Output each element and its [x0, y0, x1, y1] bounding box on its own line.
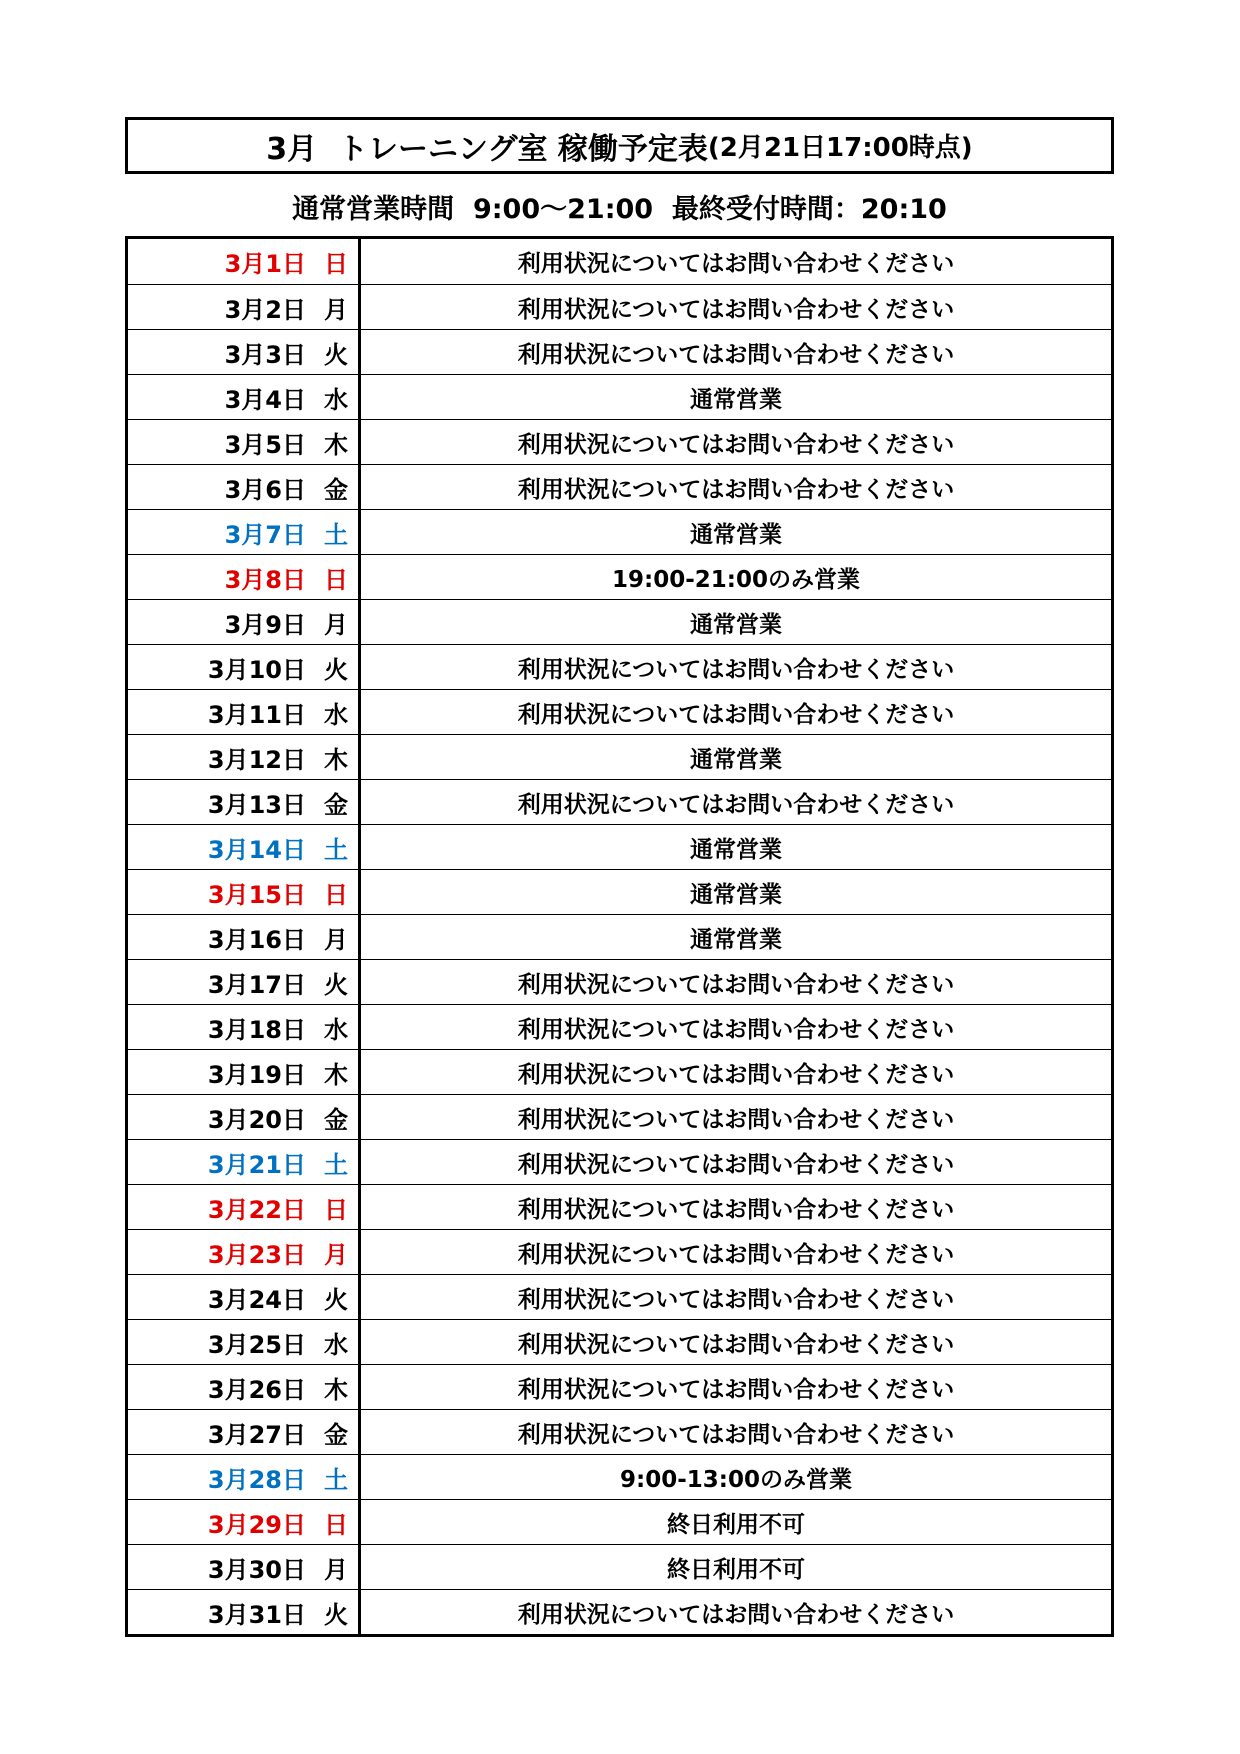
- page-title: [125, 117, 1114, 174]
- status-cell: 19:00-21:00のみ営業: [612, 566, 860, 593]
- table-row: [128, 464, 1111, 509]
- table-row: [128, 419, 1111, 464]
- weekday-label: 木: [324, 1060, 348, 1089]
- date-label: 3月20日: [207, 1105, 306, 1134]
- date-cell: [128, 645, 361, 689]
- date-label: 3月10日: [207, 655, 306, 684]
- weekday-label: 金: [324, 1420, 348, 1449]
- date-label: 3月11日: [207, 700, 306, 729]
- status-cell: 利用状況についてはお問い合わせください: [517, 1331, 955, 1358]
- date-cell: [128, 1500, 361, 1544]
- date-cell: [128, 1095, 361, 1139]
- date-cell: [128, 1590, 361, 1634]
- weekday-label: 火: [324, 340, 348, 369]
- date-label: 3月1日: [224, 250, 306, 278]
- status-cell: 通常営業: [690, 881, 782, 908]
- weekday-label: 日: [324, 1510, 348, 1539]
- status-cell: 利用状況についてはお問い合わせください: [517, 656, 955, 683]
- status-cell: 利用状況についてはお問い合わせください: [517, 476, 955, 503]
- table-row: [128, 1184, 1111, 1229]
- status-cell: 9:00-13:00のみ営業: [620, 1466, 852, 1493]
- business-hours: 通常営業時間 9:00～21:00 最終受付時間：20:10: [292, 193, 947, 225]
- date-cell: [128, 239, 361, 284]
- status-cell: 利用状況についてはお問い合わせください: [517, 1106, 955, 1133]
- date-label: 3月29日: [207, 1510, 306, 1539]
- date-label: 3月31日: [207, 1600, 306, 1629]
- date-label: 3月25日: [207, 1330, 306, 1359]
- table-row: [128, 374, 1111, 419]
- weekday-label: 水: [324, 385, 348, 414]
- status-cell: 通常営業: [690, 611, 782, 638]
- table-row: [128, 509, 1111, 554]
- weekday-label: 月: [324, 1240, 348, 1269]
- date-cell: [128, 690, 361, 734]
- status-cell: 利用状況についてはお問い合わせください: [517, 296, 955, 323]
- weekday-label: 月: [324, 925, 348, 954]
- weekday-label: 火: [324, 970, 348, 999]
- table-row: [128, 644, 1111, 689]
- date-cell: [128, 285, 361, 329]
- weekday-label: 金: [324, 1105, 348, 1134]
- weekday-label: 土: [324, 520, 348, 549]
- date-cell: [128, 1455, 361, 1499]
- weekday-label: 水: [324, 700, 348, 729]
- weekday-label: 水: [324, 1015, 348, 1044]
- table-row: [128, 1544, 1111, 1589]
- status-cell: 利用状況についてはお問い合わせください: [517, 1151, 955, 1178]
- date-cell: [128, 1410, 361, 1454]
- status-cell: 利用状況についてはお問い合わせください: [517, 1241, 955, 1268]
- date-cell: [128, 510, 361, 554]
- date-label: 3月21日: [207, 1150, 306, 1179]
- table-row: [128, 1364, 1111, 1409]
- date-label: 3月12日: [207, 745, 306, 774]
- date-label: 3月15日: [207, 880, 306, 909]
- date-label: 3月14日: [207, 835, 306, 864]
- weekday-label: 水: [324, 1330, 348, 1359]
- weekday-label: 日: [324, 880, 348, 909]
- status-cell: 終日利用不可: [667, 1556, 805, 1583]
- weekday-label: 木: [324, 430, 348, 459]
- status-cell: 終日利用不可: [667, 1511, 805, 1538]
- table-row: [128, 959, 1111, 1004]
- table-row: [128, 689, 1111, 734]
- weekday-label: 金: [324, 475, 348, 504]
- status-cell: 利用状況についてはお問い合わせください: [517, 431, 955, 458]
- table-row: [128, 734, 1111, 779]
- date-cell: [128, 870, 361, 914]
- status-cell: 通常営業: [690, 386, 782, 413]
- status-cell: 通常営業: [690, 521, 782, 548]
- date-label: 3月24日: [207, 1285, 306, 1314]
- date-cell: [128, 735, 361, 779]
- date-cell: [128, 1275, 361, 1319]
- date-label: 3月26日: [207, 1375, 306, 1404]
- weekday-label: 月: [324, 610, 348, 639]
- weekday-label: 木: [324, 745, 348, 774]
- date-cell: [128, 1185, 361, 1229]
- date-label: 3月9日: [224, 610, 306, 639]
- weekday-label: 木: [324, 1375, 348, 1404]
- date-cell: [128, 1365, 361, 1409]
- date-label: 3月28日: [207, 1465, 306, 1494]
- date-cell: [128, 555, 361, 599]
- table-row: [128, 1094, 1111, 1139]
- date-cell: [128, 1050, 361, 1094]
- status-cell: 利用状況についてはお問い合わせください: [517, 341, 955, 368]
- date-cell: [128, 375, 361, 419]
- date-label: 3月27日: [207, 1420, 306, 1449]
- weekday-label: 日: [324, 250, 348, 278]
- date-cell: [128, 1545, 361, 1589]
- status-cell: 通常営業: [690, 746, 782, 773]
- weekday-label: 月: [324, 295, 348, 324]
- date-label: 3月2日: [224, 295, 306, 324]
- status-cell: 利用状況についてはお問い合わせください: [517, 1286, 955, 1313]
- date-label: 3月4日: [224, 385, 306, 414]
- date-label: 3月30日: [207, 1555, 306, 1584]
- date-cell: [128, 780, 361, 824]
- date-label: 3月5日: [224, 430, 306, 459]
- table-row: [128, 1049, 1111, 1094]
- weekday-label: 土: [324, 835, 348, 864]
- date-cell: [128, 465, 361, 509]
- date-label: 3月23日: [207, 1240, 306, 1269]
- status-cell: 利用状況についてはお問い合わせください: [517, 1376, 955, 1403]
- date-label: 3月17日: [207, 970, 306, 999]
- date-label: 3月22日: [207, 1195, 306, 1224]
- status-cell: 通常営業: [690, 926, 782, 953]
- table-row: [128, 779, 1111, 824]
- weekday-label: 火: [324, 655, 348, 684]
- date-cell: [128, 1005, 361, 1049]
- date-cell: [128, 600, 361, 644]
- date-label: 3月13日: [207, 790, 306, 819]
- title-main: 3月 トレーニング室 稼働予定表: [266, 131, 708, 167]
- table-row: [128, 1454, 1111, 1499]
- weekday-label: 日: [324, 565, 348, 594]
- status-cell: 利用状況についてはお問い合わせください: [517, 971, 955, 998]
- table-row: [128, 1409, 1111, 1454]
- table-row: [128, 1004, 1111, 1049]
- date-label: 3月19日: [207, 1060, 306, 1089]
- date-cell: [128, 420, 361, 464]
- table-row: [128, 914, 1111, 959]
- date-label: 3月3日: [224, 340, 306, 369]
- date-cell: [128, 330, 361, 374]
- status-cell: 利用状況についてはお問い合わせください: [517, 1601, 955, 1628]
- date-label: 3月16日: [207, 925, 306, 954]
- table-row: [128, 599, 1111, 644]
- status-cell: 利用状況についてはお問い合わせください: [517, 1061, 955, 1088]
- table-row: [128, 824, 1111, 869]
- title-timestamp: (2月21日17:00時点): [707, 133, 973, 163]
- date-label: 3月8日: [224, 565, 306, 594]
- table-row: [128, 1319, 1111, 1364]
- status-cell: 利用状況についてはお問い合わせください: [517, 701, 955, 728]
- table-row: [128, 554, 1111, 599]
- table-row: [128, 1499, 1111, 1544]
- table-row: [128, 329, 1111, 374]
- date-label: 3月18日: [207, 1015, 306, 1044]
- date-cell: [128, 1230, 361, 1274]
- table-row: [128, 1139, 1111, 1184]
- status-cell: 利用状況についてはお問い合わせください: [517, 1421, 955, 1448]
- weekday-label: 火: [324, 1600, 348, 1629]
- table-row: [128, 869, 1111, 914]
- status-cell: 利用状況についてはお問い合わせください: [517, 791, 955, 818]
- date-cell: [128, 915, 361, 959]
- status-cell: 利用状況についてはお問い合わせください: [517, 1016, 955, 1043]
- weekday-label: 金: [324, 790, 348, 819]
- table-row: [128, 1589, 1111, 1634]
- status-cell: 利用状況についてはお問い合わせください: [517, 251, 955, 277]
- weekday-label: 土: [324, 1465, 348, 1494]
- date-cell: [128, 960, 361, 1004]
- status-cell: 利用状況についてはお問い合わせください: [517, 1196, 955, 1223]
- date-cell: [128, 1320, 361, 1364]
- date-label: 3月6日: [224, 475, 306, 504]
- table-row: [128, 1274, 1111, 1319]
- date-cell: [128, 825, 361, 869]
- schedule-table: [125, 236, 1114, 1637]
- date-label: 3月7日: [224, 520, 306, 549]
- weekday-label: 日: [324, 1195, 348, 1224]
- weekday-label: 月: [324, 1555, 348, 1584]
- status-cell: 通常営業: [690, 836, 782, 863]
- table-row: [128, 239, 1111, 284]
- table-row: [128, 1229, 1111, 1274]
- weekday-label: 土: [324, 1150, 348, 1179]
- table-row: [128, 284, 1111, 329]
- weekday-label: 火: [324, 1285, 348, 1314]
- date-cell: [128, 1140, 361, 1184]
